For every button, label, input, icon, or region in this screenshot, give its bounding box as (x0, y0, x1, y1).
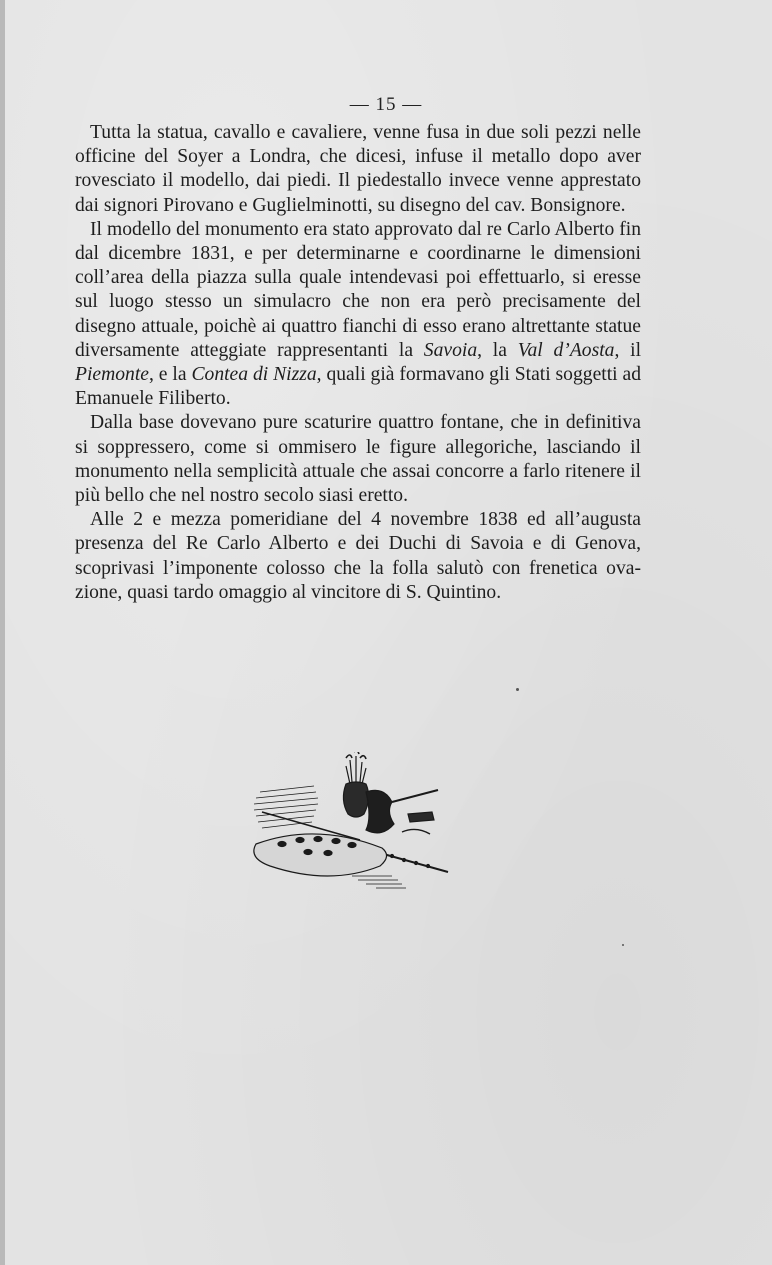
italic-place-name: Contea di Nizza (191, 364, 317, 386)
italic-place-name: Savoia (423, 339, 478, 361)
paragraph (75, 508, 641, 605)
palette-still-life-vignette-icon (242, 752, 454, 894)
paper-speck (622, 944, 624, 946)
text-run: , la (477, 339, 518, 361)
paragraph (75, 218, 641, 412)
page-number: — 15 — (349, 94, 423, 115)
text-run: , e la (149, 364, 192, 386)
page-edge-shadow (0, 0, 5, 1265)
paper-speck (516, 688, 519, 691)
paragraph (75, 121, 641, 218)
text-run: , il (614, 339, 642, 361)
text-run: , quali già formavano gli Stati soggetti ad Emanuele Filiberto. (75, 364, 641, 410)
text-run: Alle 2 e mezza pomeridiane del 4 novembre 1838 ed all’augusta presenza del Re Carlo Alberto e dei Duchi di Savoia e di Genova, scoprivasi l’imponente colosso che la folla salutò con frenetica ovazione, quasi tardo omaggio al vincitore di S. Quintino. (75, 509, 641, 603)
italic-place-name: Piemonte (75, 364, 149, 386)
text-run: Il modello del monumento era stato approvato dal re Carlo Alberto fin dal dicembre 1831, e per determinarne e coordinarne le dimensioni coll’area della piazza sulla quale intendevasi poi effettuarlo, si eresse sul luogo stesso un simulacro che non era però precisamente del disegno attuale, poichè ai quattro fianchi di esso erano altrettante statue diversamente atteggiate rappresentanti la (75, 218, 641, 361)
text-run: Tutta la statua, cavallo e cavaliere, venne fusa in due soli pezzi nelle officine del Soyer a Londra, che dicesi, infuse il metallo dopo aver rovesciato il modello, dai piedi. Il piedestallo invece venne apprestato dai signori Pirovano e Guglielminotti, su disegno del cav. Bonsignore. (75, 122, 641, 216)
paragraph (75, 411, 641, 508)
body-text (75, 121, 641, 605)
italic-place-name: Val d’Aosta (517, 339, 615, 361)
text-run: Dalla base dovevano pure scaturire quattro fontane, che in definitiva si soppressero, come si ommisero le figure allegoriche, lasciando il monumento nella semplicità attuale che assai concorre a farlo ritenere il più bello che nel nostro secolo siasi eretto. (75, 412, 641, 507)
